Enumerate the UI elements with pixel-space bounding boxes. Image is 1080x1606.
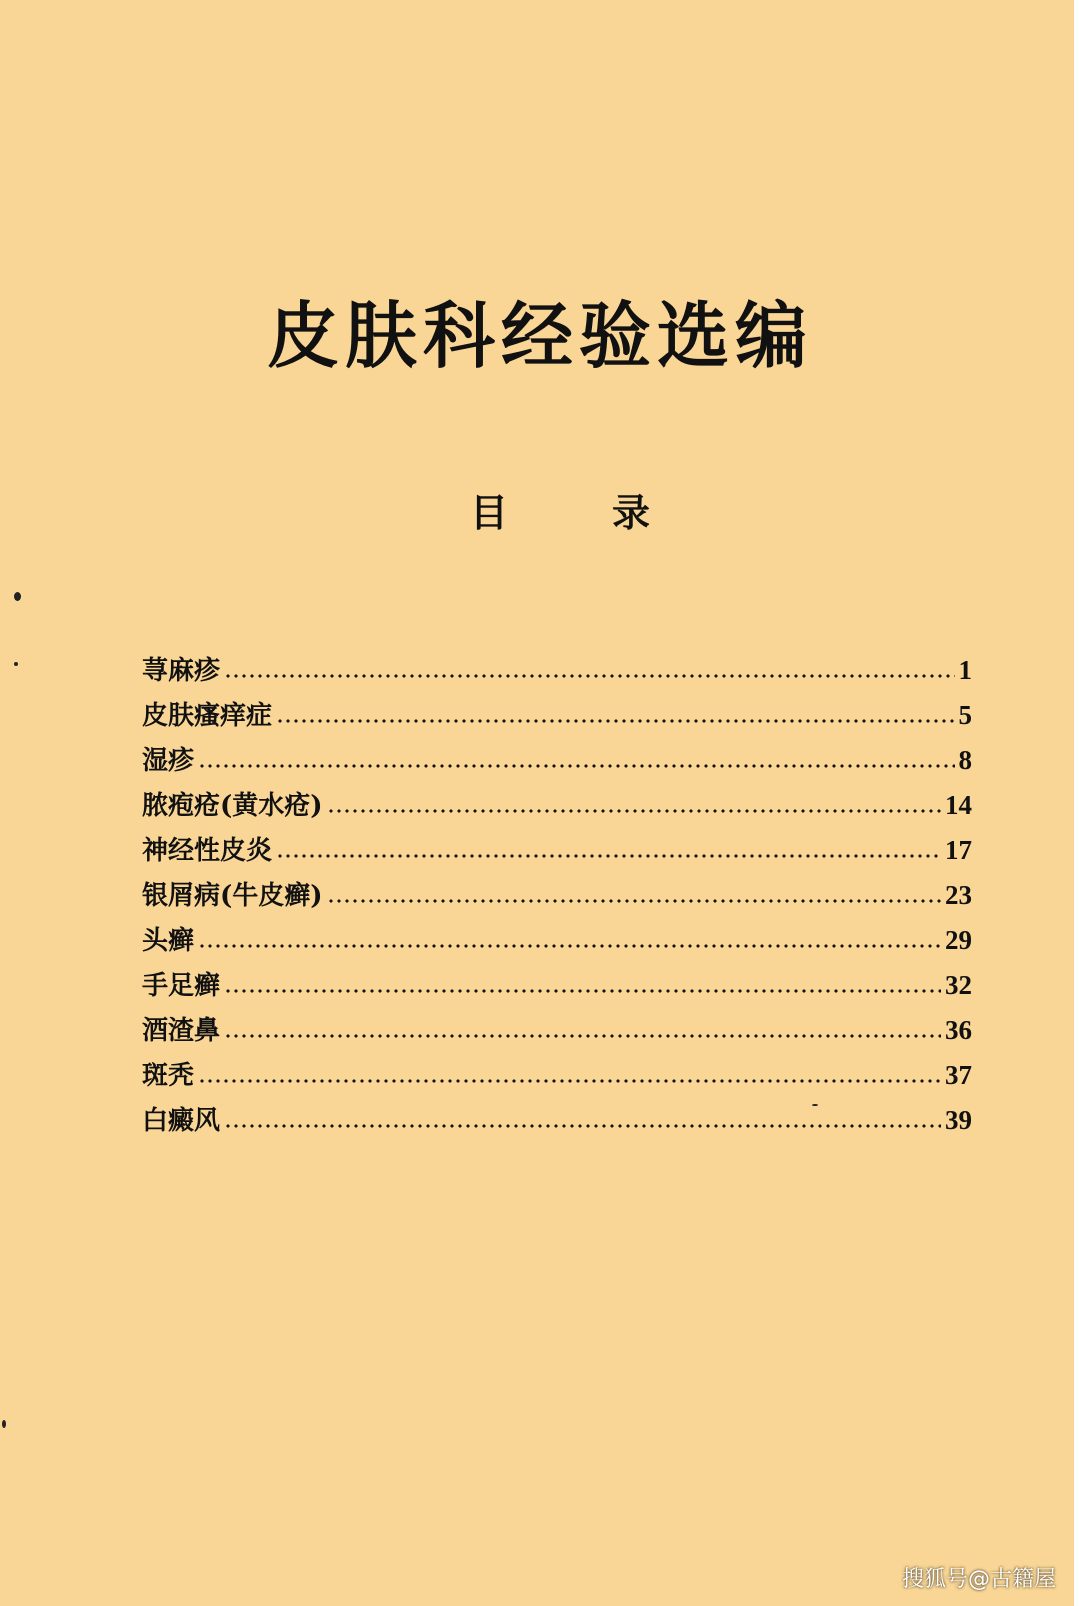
toc-entry-title: 手足癣 [142, 970, 221, 1001]
toc-leader-dots [198, 1063, 941, 1089]
scan-speck [812, 1104, 818, 1106]
toc-entry[interactable] [142, 963, 972, 1008]
toc-entry[interactable] [142, 1098, 972, 1143]
toc-leader-dots [327, 793, 941, 819]
toc-entry-title: 皮肤瘙痒症 [142, 700, 273, 731]
toc-entry-title: 湿疹 [142, 745, 195, 776]
toc-entry[interactable] [142, 1053, 972, 1098]
toc-entry[interactable] [142, 828, 972, 873]
toc-entry-title: 神经性皮炎 [142, 835, 273, 866]
toc-entry[interactable] [142, 918, 972, 963]
toc-entry-page: 32 [945, 970, 972, 1000]
toc-entry[interactable] [142, 873, 972, 918]
toc-entry-page: 1 [958, 655, 972, 685]
book-title: 皮肤科经验选编 [266, 293, 813, 378]
toc-leader-dots [276, 703, 954, 729]
toc-entry-page: 39 [945, 1105, 972, 1135]
toc-leader-dots [198, 748, 954, 774]
toc-leader-dots [224, 1018, 941, 1044]
toc-entry-title: 头癣 [142, 925, 195, 956]
toc-entry-page: 23 [945, 880, 972, 910]
toc-leader-dots [276, 838, 941, 864]
toc-entry[interactable] [142, 648, 972, 693]
toc-entry[interactable] [142, 1008, 972, 1053]
page-edge [1074, 0, 1080, 1606]
toc-heading-char-1: 目 [470, 490, 509, 535]
toc-leader-dots [198, 928, 941, 954]
toc-entry[interactable] [142, 783, 972, 828]
toc-entry-page: 36 [945, 1015, 972, 1045]
toc-entry[interactable] [142, 738, 972, 783]
scan-speck [14, 592, 21, 601]
toc-entry[interactable] [142, 693, 972, 738]
toc-entry-page: 17 [945, 835, 972, 865]
toc-entry-title: 荨麻疹 [142, 655, 221, 686]
toc-entry-title: 酒渣鼻 [142, 1015, 221, 1046]
toc-heading [470, 490, 650, 535]
toc-entry-page: 37 [945, 1060, 972, 1090]
scan-speck [2, 1420, 6, 1428]
toc-entry-page: 14 [945, 790, 972, 820]
toc-entry-page: 8 [958, 745, 972, 775]
toc-entry-title: 脓疱疮(黄水疮) [142, 790, 323, 821]
toc-entry-title: 斑秃 [142, 1060, 195, 1091]
toc-list [142, 648, 972, 1143]
toc-entry-title: 银屑病(牛皮癣) [142, 880, 323, 911]
toc-entry-title: 白癜风 [142, 1105, 221, 1136]
toc-leader-dots [224, 1108, 941, 1134]
toc-leader-dots [224, 658, 954, 684]
toc-leader-dots [327, 883, 941, 909]
toc-leader-dots [224, 973, 941, 999]
toc-heading-char-2: 录 [611, 490, 650, 535]
watermark: 搜狐号@古籍屋 [901, 1567, 1056, 1592]
toc-entry-page: 29 [945, 925, 972, 955]
toc-entry-page: 5 [958, 700, 972, 730]
scan-speck [14, 662, 18, 666]
